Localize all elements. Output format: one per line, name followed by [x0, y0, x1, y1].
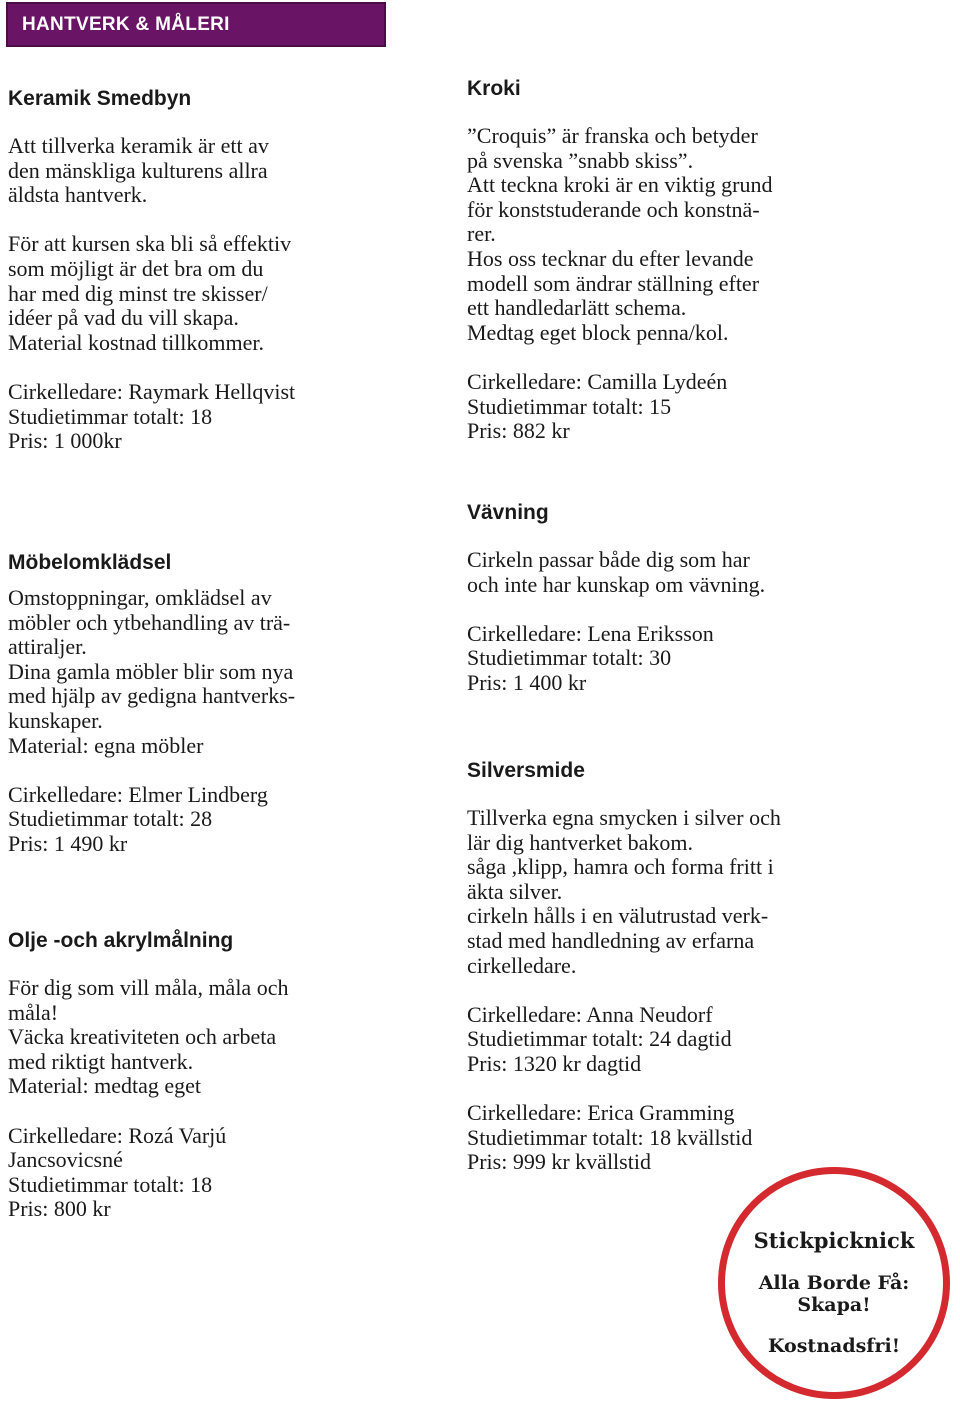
desc-line: ett handledarlätt schema.	[467, 295, 687, 321]
course-leader: Cirkelledare: Rozá Varjú	[8, 1122, 227, 1148]
desc-line: rer.	[467, 221, 496, 247]
desc-line: Dina gamla möbler blir som nya	[8, 658, 294, 684]
course-price: Pris: 800 kr	[8, 1196, 111, 1222]
desc-line: stad med handledning av erfarna	[467, 927, 755, 953]
desc-line: kunskaper.	[8, 707, 103, 733]
desc-line: För dig som vill måla, måla och	[8, 975, 289, 1000]
desc-line: med hjälp av gedigna hantverks-	[8, 683, 296, 709]
course-vavning	[467, 500, 765, 696]
course-price: Pris: 999 kr kvällstid	[467, 1149, 651, 1175]
desc-line: Material: medtag eget	[8, 1073, 202, 1099]
desc-line: har med dig minst tre skisser/	[8, 280, 268, 306]
section-header	[6, 2, 386, 47]
desc-line: lär dig hantverket bakom.	[467, 829, 694, 855]
course-hours: Studietimmar totalt: 18	[8, 1171, 213, 1197]
course-leader: Cirkelledare: Anna Neudorf	[467, 1001, 713, 1027]
desc-line: Tillverka egna smycken i silver och	[467, 805, 781, 830]
course-hours: Studietimmar totalt: 15	[467, 393, 672, 419]
stickpicknick-stamp	[718, 1167, 950, 1399]
course-keramik	[8, 86, 295, 454]
section-title: HANTVERK & MÅLERI	[22, 13, 230, 35]
stamp-free-label: Kostnadsfri!	[767, 1335, 901, 1357]
course-hours: Studietimmar totalt: 30	[467, 645, 672, 671]
course-price: Pris: 1 490 kr	[8, 830, 128, 856]
course-kroki	[467, 76, 772, 444]
desc-line: modell som ändrar ställning efter	[467, 270, 760, 296]
course-olje	[8, 928, 288, 1222]
course-price: Pris: 1320 kr dagtid	[467, 1050, 642, 1076]
desc-line: på svenska ”snabb skiss”.	[467, 147, 694, 173]
course-silver	[467, 758, 781, 1175]
desc-line: och inte har kunskap om vävning.	[467, 571, 766, 597]
desc-line: cirkelledare.	[467, 952, 577, 978]
course-price: Pris: 882 kr	[467, 418, 570, 444]
course-hours: Studietimmar totalt: 28	[8, 806, 213, 832]
course-description	[8, 134, 295, 454]
desc-line: som möjligt är det bra om du	[8, 255, 264, 281]
course-leader: Jancsovicsné	[8, 1147, 123, 1173]
stamp-title: Stickpicknick	[753, 1228, 915, 1253]
desc-line: cirkeln hålls i en välutrustad verk-	[467, 903, 769, 929]
desc-line: attiraljer.	[8, 634, 87, 660]
desc-line: Att teckna kroki är en viktig grund	[467, 172, 773, 198]
stamp-tagline	[725, 1272, 943, 1316]
course-description	[8, 976, 288, 1222]
course-title: Silversmide	[467, 759, 585, 782]
desc-line: Hos oss tecknar du efter levande	[467, 245, 754, 271]
desc-line: såga ,klipp, hamra och forma fritt i	[467, 854, 774, 880]
desc-line: Material: egna möbler	[8, 732, 204, 758]
desc-line: För att kursen ska bli så effektiv	[8, 231, 292, 257]
course-description	[467, 806, 781, 1175]
desc-line: Cirkeln passar både dig som har	[467, 547, 750, 572]
course-leader: Cirkelledare: Lena Eriksson	[467, 620, 714, 646]
course-leader: Cirkelledare: Camilla Lydeén	[467, 368, 728, 394]
course-price: Pris: 1 400 kr	[467, 669, 587, 695]
course-leader: Cirkelledare: Raymark Hellqvist	[8, 378, 296, 404]
desc-line: Att tillverka keramik är ett av	[8, 133, 269, 158]
course-title: Kroki	[467, 77, 521, 100]
course-hours: Studietimmar totalt: 18	[8, 403, 213, 429]
desc-line: Omstoppningar, omklädsel av	[8, 585, 272, 610]
desc-line: Medtag eget block penna/kol.	[467, 319, 729, 345]
desc-line: måla!	[8, 999, 59, 1025]
course-description	[8, 586, 295, 857]
desc-line: Väcka kreativiteten och arbeta	[8, 1024, 277, 1050]
stamp-line: Skapa!	[797, 1294, 871, 1316]
course-title: Möbelomklädsel	[8, 551, 172, 574]
desc-line: den mänskliga kulturens allra	[8, 157, 268, 183]
stamp-line: Alla Borde Få:	[758, 1272, 910, 1294]
course-title: Keramik Smedbyn	[8, 87, 192, 110]
desc-line: för konststuderande och konstnä-	[467, 196, 760, 222]
course-description	[467, 124, 772, 444]
course-hours: Studietimmar totalt: 24 dagtid	[467, 1026, 732, 1052]
desc-line: Material kostnad tillkommer.	[8, 329, 265, 355]
course-title: Vävning	[467, 501, 549, 524]
course-title: Olje -och akrylmålning	[8, 929, 234, 952]
desc-line: ”Croquis” är franska och betyder	[467, 123, 758, 148]
desc-line: äkta silver.	[467, 878, 563, 904]
course-mobel	[8, 550, 295, 857]
course-description	[467, 548, 765, 696]
desc-line: idéer på vad du vill skapa.	[8, 305, 239, 331]
course-leader: Cirkelledare: Erica Gramming	[467, 1100, 735, 1126]
course-hours: Studietimmar totalt: 18 kvällstid	[467, 1124, 753, 1150]
desc-line: med riktigt hantverk.	[8, 1048, 194, 1074]
desc-line: möbler och ytbehandling av trä-	[8, 609, 291, 635]
course-leader: Cirkelledare: Elmer Lindberg	[8, 781, 268, 807]
desc-line: äldsta hantverk.	[8, 182, 148, 208]
course-price: Pris: 1 000kr	[8, 428, 122, 454]
